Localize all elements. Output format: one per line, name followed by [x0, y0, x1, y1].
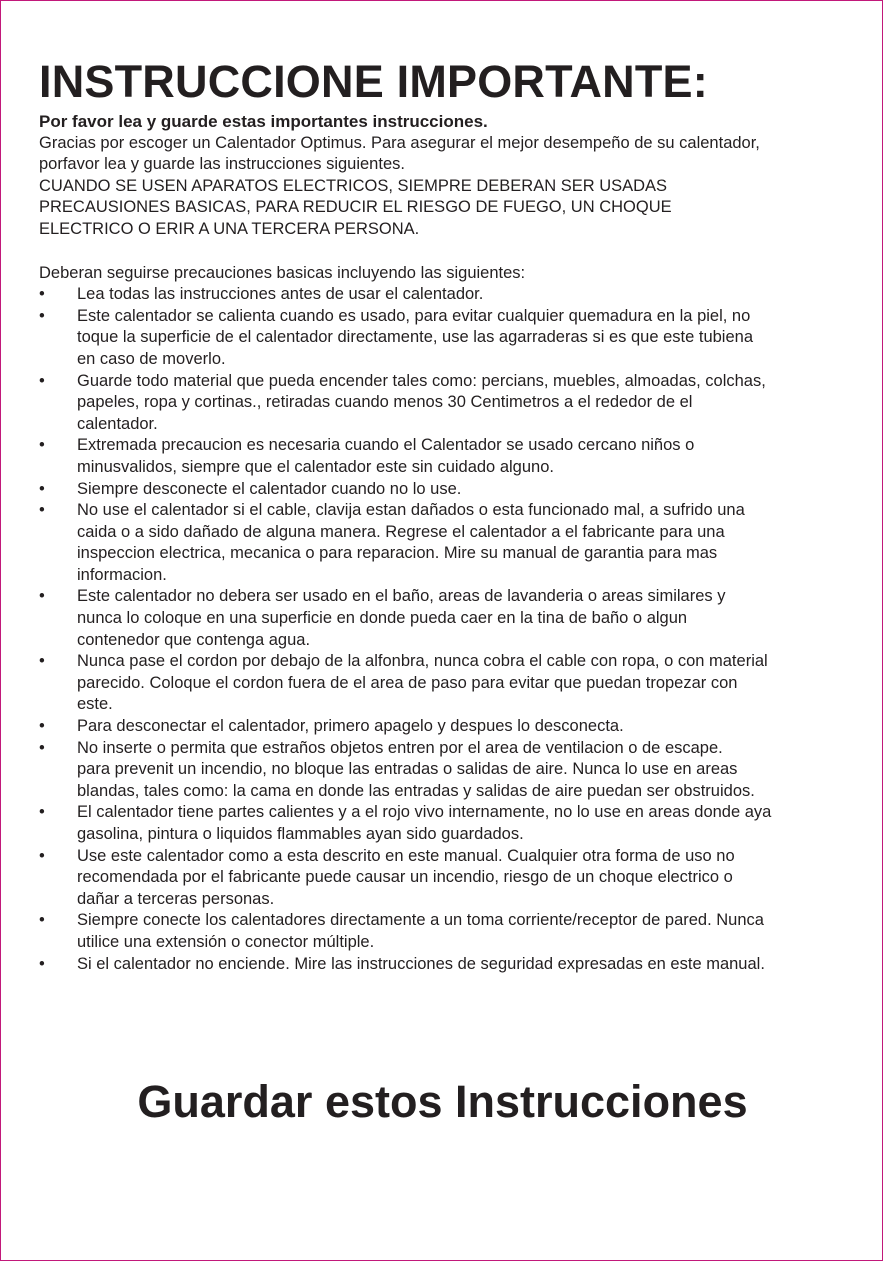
list-item — [39, 435, 859, 478]
list-item-line: • Siempre conecte los calentadores directamente a un toma corriente/receptor de pared. Nunca — [77, 911, 764, 930]
list-item-line: utilice una extensión o conector múltiple. — [77, 932, 375, 951]
list-item-line: toque la superficie de el calentador directamente, use las agarraderas si es que este tubiena — [77, 328, 754, 347]
list-item — [39, 846, 859, 911]
list-item-line: • Nunca pase el cordon por debajo de la alfonbra, nunca cobra el cable con ropa, o con material — [77, 652, 768, 671]
list-item — [39, 738, 859, 803]
list-item-line: dañar a terceras personas. — [77, 889, 275, 908]
list-item — [39, 306, 859, 371]
list-item — [39, 954, 859, 976]
list-item-line: recomendada por el fabricante puede causar un incendio, riesgo de un choque electrico o — [77, 868, 733, 887]
intro-paragraph — [39, 133, 859, 241]
list-item-line: informacion. — [77, 565, 167, 584]
subtitle: Por favor lea y guarde estas importantes instrucciones. — [39, 112, 488, 131]
list-item — [39, 479, 859, 501]
intro-line: CUANDO SE USEN APARATOS ELECTRICOS, SIEMPRE DEBERAN SER USADAS — [39, 176, 668, 195]
list-item-line: • Guarde todo material que pueda encender tales como: percians, muebles, almoadas, colchas, — [77, 371, 766, 390]
list-item-line: gasolina, pintura o liquidos flammables ayan sido guardados. — [77, 825, 524, 843]
list-item-line: • Para desconectar el calentador, primero apagelo y despues lo desconecta. — [77, 717, 624, 736]
list-item-line: este. — [77, 695, 113, 714]
footer-title: Guardar estos Instrucciones — [137, 1076, 748, 1127]
list-item-line: para prevenit un incendio, no bloque las entradas o salidas de aire. Nunca lo use en areas — [77, 760, 738, 779]
list-item-line: contenedor que contenga agua. — [77, 630, 311, 649]
list-item-line: • Use este calentador como a esta descrito en este manual. Cualquier otra forma de uso no — [77, 846, 735, 865]
list-item-line: caida o a sido dañado de alguna manera. Regrese el calentador a el fabricante para una — [77, 522, 725, 541]
intro-line: ELECTRICO O ERIR A UNA TERCERA PERSONA. — [39, 219, 420, 238]
list-item-line: inspeccion electrica, mecanica o para reparacion. Mire su manual de garantia para mas — [77, 544, 718, 563]
list-item-line: • Lea todas las instrucciones antes de usar el calentador. — [77, 285, 484, 304]
list-item-line: calentador. — [77, 414, 158, 433]
list-item-line: • Siempre desconecte el calentador cuando no lo use. — [77, 479, 462, 498]
list-item-line: • El calentador tiene partes calientes y a el rojo vivo internamente, no lo use en areas donde aya — [77, 803, 772, 822]
list-item — [39, 910, 859, 953]
document-body — [39, 111, 859, 975]
precautions-list — [39, 284, 859, 975]
list-item-line: • No use el calentador si el cable, clavija estan dañados o esta funcionado mal, a sufrido una — [77, 501, 745, 520]
list-item-line: minusvalidos, siempre que el calentador este sin cuidado alguno. — [77, 457, 554, 476]
intro-line: porfavor lea y guarde las instrucciones siguientes. — [39, 155, 405, 174]
list-item-line: • No inserte o permita que estraños objetos entren por el area de ventilacion o de escape. — [77, 738, 723, 757]
lead-in-text: Deberan seguirse precauciones basicas incluyendo las siguientes: — [39, 263, 526, 282]
list-item-line: blandas, tales como: la cama en donde las entradas y salidas de aire puedan ser obstruidos. — [77, 781, 755, 800]
list-item-line: parecido. Coloque el cordon fuera de el area de paso para evitar que puedan tropezar con — [77, 673, 738, 692]
list-item-line: • Este calentador se calienta cuando es usado, para evitar cualquier quemadura en la piel, no — [77, 306, 751, 325]
list-item — [39, 371, 859, 436]
intro-line: Gracias por escoger un Calentador Optimus. Para asegurar el mejor desempeño de su calentador, — [39, 133, 760, 152]
list-item-line: • Extremada precaucion es necesaria cuando el Calentador se usado cercano niños o — [77, 436, 695, 455]
list-item — [39, 651, 859, 716]
list-item-line: • Si el calentador no enciende. Mire las instrucciones de seguridad expresadas en este manual. — [77, 954, 765, 973]
list-item-line: papeles, ropa y cortinas., retiradas cuando menos 30 Centimetros a el rededor de el — [77, 393, 693, 412]
list-item — [39, 802, 859, 845]
list-item-line: en caso de moverlo. — [77, 349, 226, 368]
intro-line: PRECAUSIONES BASICAS, PARA REDUCIR EL RIESGO DE FUEGO, UN CHOQUE — [39, 198, 672, 217]
list-item — [39, 500, 859, 586]
list-item — [39, 284, 859, 306]
page-title: INSTRUCCIONE IMPORTANTE: — [39, 56, 708, 107]
list-item-line: nunca lo coloque en una superficie en donde pueda caer en la tina de baño o algun — [77, 609, 688, 628]
paragraph-spacer — [39, 241, 859, 263]
list-item — [39, 716, 859, 738]
list-item — [39, 586, 859, 651]
list-item-line: • Este calentador no debera ser usado en el baño, areas de lavanderia o areas similares y — [77, 587, 726, 606]
